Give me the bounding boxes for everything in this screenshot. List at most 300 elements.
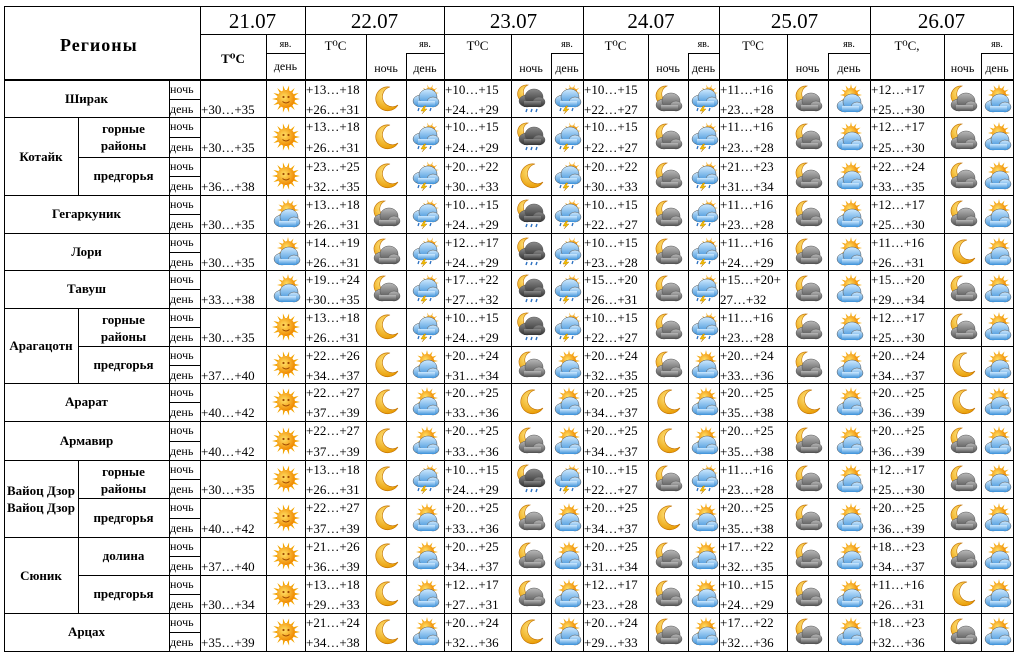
moon-cloud-icon (653, 541, 683, 571)
day-temp: +34…+37 (445, 559, 499, 574)
day-temp: +26…+31 (306, 254, 360, 270)
day-temp: +34…+38 (306, 635, 360, 650)
moon-icon (371, 122, 401, 152)
day-temp: +31…+34 (720, 179, 774, 194)
day-temp: +34…+37 (584, 520, 638, 536)
subregion-name: предгорья (93, 509, 154, 525)
moon-cloud-icon (793, 579, 823, 609)
temp-header: T⁰C, (894, 38, 920, 53)
day-temp: +26…+31 (584, 292, 638, 307)
night-label: ночь (170, 462, 194, 476)
night-temp: +11…+16 (720, 310, 774, 325)
moon-cloud-icon (371, 237, 401, 267)
day-label: день (170, 405, 194, 419)
moon-cloud-icon (793, 617, 823, 647)
temp-header: T⁰C (742, 38, 764, 53)
day-temp: +35…+38 (720, 520, 774, 536)
day-temp: +34…+37 (306, 367, 360, 383)
day-label: день (170, 101, 194, 116)
night-day-divider (169, 176, 200, 177)
header-line-phen (981, 53, 1013, 54)
night-day-divider (169, 441, 200, 442)
row-line (4, 421, 1014, 422)
subregion-name: горные (102, 121, 145, 136)
moon-icon (371, 84, 401, 114)
storm-icon (689, 122, 719, 152)
region-name: Сюник (20, 567, 62, 583)
storm-icon (552, 274, 582, 304)
row-line (4, 308, 1014, 309)
sun-cloud-icon (982, 503, 1012, 533)
sun-cloud-icon (410, 426, 440, 456)
sun-cloud-icon (834, 503, 864, 533)
header-line-date (200, 34, 1014, 35)
night-temp: +10…+15 (584, 235, 638, 250)
sun-cloud-icon (982, 426, 1012, 456)
moon-icon (516, 161, 546, 191)
subregion-name: районы (100, 138, 147, 153)
storm-icon (410, 312, 440, 342)
row-line (78, 575, 1014, 576)
moon-icon (371, 426, 401, 456)
night-temp: +20…+22 (445, 159, 499, 174)
night-temp: +10…+15 (445, 82, 499, 97)
storm-icon (552, 199, 582, 229)
column-line (787, 34, 788, 651)
storm-icon (552, 122, 582, 152)
day-label: день (170, 520, 194, 535)
moon-cloud-icon (653, 274, 683, 304)
day-temp: +35…+38 (720, 405, 774, 420)
sun-cloud-icon (982, 199, 1012, 229)
row-line (78, 498, 1014, 499)
night-label: ночь (170, 272, 194, 286)
day-temp: +33…+36 (445, 443, 499, 459)
storm-icon (552, 84, 582, 114)
day-temp: +33…+36 (445, 405, 499, 420)
night-temp: +11…+16 (720, 82, 774, 97)
night-temp: +20…+25 (584, 385, 638, 400)
day-label: день (170, 635, 194, 649)
day-temp: +30…+35 (201, 217, 255, 232)
row-line (4, 270, 1014, 271)
moon-cloud-icon (948, 122, 978, 152)
day-temp: +40…+42 (201, 443, 255, 459)
sun-cloud-icon (689, 617, 719, 647)
moon-cloud-icon (653, 84, 683, 114)
day-temp: +23…+28 (720, 330, 774, 345)
moon-cloud-icon (793, 84, 823, 114)
night-label: ночь (170, 310, 194, 324)
moon-icon (371, 617, 401, 647)
sun-cloud-icon (689, 426, 719, 456)
night-day-divider (169, 518, 200, 519)
day-temp: +32…+36 (445, 635, 499, 650)
storm-icon (410, 122, 440, 152)
day-temp: +26…+31 (306, 217, 360, 232)
night-temp: +11…+16 (720, 462, 774, 477)
day-temp: +24…+29 (445, 140, 499, 155)
column-line (366, 34, 367, 651)
sun-cloud-icon (552, 387, 582, 417)
day-header: день (691, 61, 716, 75)
regions-header: Регионы (60, 35, 138, 55)
night-temp: +20…+25 (445, 385, 499, 400)
header-line-phen (551, 53, 583, 54)
row-line (4, 383, 1014, 384)
day-temp: +23…+28 (720, 101, 774, 117)
header-line-phen (406, 53, 444, 54)
night-temp: +10…+15 (584, 462, 638, 477)
temp-header: T⁰C (221, 51, 245, 66)
moon-cloud-icon (371, 274, 401, 304)
moon-cloud-icon (516, 541, 546, 571)
day-temp: +26…+31 (306, 140, 360, 155)
phen-header: яв. (697, 39, 710, 50)
moon-cloud-icon (948, 541, 978, 571)
moon-icon (948, 387, 978, 417)
day-temp: +37…+39 (306, 405, 360, 420)
region-name: Вайоц Дзор (6, 482, 76, 498)
night-temp: +20…+25 (871, 423, 925, 438)
sun-cloud-icon (982, 617, 1012, 647)
night-temp: +14…+19 (306, 235, 360, 250)
phen-header: яв. (843, 39, 855, 50)
sun-cloud-icon (982, 350, 1012, 380)
night-temp: +11…+16 (871, 577, 925, 592)
night-temp: +11…+16 (720, 197, 774, 212)
sun-cloud-icon (982, 579, 1012, 609)
sun-icon (271, 350, 301, 380)
night-temp: +20…+25 (445, 539, 499, 554)
night-header: ночь (950, 61, 975, 75)
day-label: день (170, 597, 194, 611)
day-temp: +22…+27 (584, 101, 638, 117)
temp-header: T⁰C (604, 38, 627, 53)
day-temp: +29…+34 (871, 292, 925, 307)
storm-icon (689, 312, 719, 342)
sun-cloud-icon (271, 199, 301, 229)
day-temp: +30…+35 (201, 330, 255, 345)
column-line (944, 34, 945, 651)
moon-cloud-icon (793, 312, 823, 342)
day-temp: +36…+38 (201, 179, 255, 194)
night-label: ночь (170, 615, 194, 629)
night-label: ночь (170, 577, 194, 591)
storm-icon (689, 237, 719, 267)
storm-icon (689, 161, 719, 191)
night-label: ночь (170, 159, 194, 173)
night-label: ночь (170, 197, 194, 211)
sun-cloud-icon (410, 579, 440, 609)
night-day-divider (169, 556, 200, 557)
day-temp: +23…+28 (720, 482, 774, 497)
date-header-24.07: 24.07 (627, 9, 675, 33)
night-temp: +22…+27 (306, 500, 360, 515)
moon-cloud-icon (793, 237, 823, 267)
moon-cloud-icon (653, 350, 683, 380)
night-day-divider (169, 137, 200, 138)
sun-icon (271, 464, 301, 494)
sun-cloud-icon (834, 312, 864, 342)
row-line (78, 157, 1014, 158)
day-temp: +22…+27 (584, 217, 638, 232)
day-temp: +31…+34 (584, 559, 638, 574)
date-header-25.07: 25.07 (770, 9, 819, 33)
sun-icon (271, 503, 301, 533)
night-day-divider (169, 252, 200, 253)
day-temp: +24…+29 (445, 217, 499, 232)
sun-cloud-icon (552, 426, 582, 456)
moon-cloud-icon (516, 426, 546, 456)
storm-icon (552, 237, 582, 267)
night-temp: +11…+16 (871, 235, 925, 250)
subregion-name: горные (102, 312, 145, 327)
day-temp: +36…+39 (871, 443, 925, 459)
moon-icon (516, 617, 546, 647)
moon-cloud-icon (793, 161, 823, 191)
header-line-phen (688, 53, 719, 54)
moon-cloud-icon (371, 199, 401, 229)
region-name: Лори (71, 243, 102, 259)
day-temp: +40…+42 (201, 520, 255, 536)
day-temp: +26…+31 (306, 101, 360, 117)
sun-cloud-icon (982, 161, 1012, 191)
night-temp: +17…+22 (720, 615, 774, 630)
sun-cloud-icon (689, 387, 719, 417)
day-temp: +37…+39 (306, 520, 360, 536)
sun-cloud-icon (834, 541, 864, 571)
night-day-divider (169, 632, 200, 633)
sun-cloud-icon (834, 84, 864, 114)
sun-icon (271, 579, 301, 609)
sun-cloud-icon (982, 84, 1012, 114)
header-line-phen (828, 53, 870, 54)
sun-cloud-icon (834, 274, 864, 304)
day-temp: +30…+34 (201, 597, 255, 612)
night-day-divider (169, 289, 200, 290)
day-temp: 27…+32 (720, 292, 767, 307)
night-day-divider (169, 479, 200, 480)
night-temp: +19…+24 (306, 272, 360, 287)
night-label: ночь (170, 385, 194, 399)
sun-cloud-icon (982, 122, 1012, 152)
region-name: Арагацотн (9, 338, 73, 353)
night-temp: +12…+17 (871, 82, 925, 97)
night-temp: +10…+15 (720, 577, 774, 592)
sun-cloud-icon (410, 503, 440, 533)
sun-cloud-icon (982, 237, 1012, 267)
column-line-sub (406, 53, 407, 651)
day-temp: +35…+38 (720, 443, 774, 459)
day-temp: +30…+35 (306, 292, 360, 307)
night-header: ночь (519, 61, 543, 75)
table-border-top (4, 6, 1014, 7)
night-temp: +20…+25 (584, 423, 638, 438)
storm-icon (410, 199, 440, 229)
date-header-21.07: 21.07 (228, 9, 277, 33)
night-temp: +10…+15 (584, 310, 638, 325)
night-header: ночь (656, 61, 680, 75)
sun-cloud-icon (410, 350, 440, 380)
night-temp: +13…+18 (306, 119, 360, 134)
sun-cloud-icon (834, 464, 864, 494)
moon-cloud-icon (948, 426, 978, 456)
moon-cloud-icon (516, 579, 546, 609)
column-line (266, 34, 267, 651)
sun-cloud-icon (410, 541, 440, 571)
night-temp: +12…+17 (584, 577, 638, 592)
night-temp: +21…+26 (306, 539, 360, 554)
night-temp: +15…+20 (871, 272, 925, 287)
night-day-divider (169, 402, 200, 403)
phen-header: яв. (561, 39, 573, 50)
sun-cloud-icon (982, 312, 1012, 342)
night-temp: +23…+25 (306, 159, 360, 174)
moon-rain-icon (516, 312, 546, 342)
row-line (4, 117, 1014, 118)
day-temp: +22…+27 (584, 330, 638, 345)
moon-icon (516, 387, 546, 417)
moon-icon (371, 161, 401, 191)
day-temp: +27…+31 (445, 597, 499, 612)
day-temp: +25…+30 (871, 140, 925, 155)
day-temp: +36…+39 (871, 405, 925, 420)
day-temp: +25…+30 (871, 101, 925, 117)
day-temp: +36…+39 (871, 520, 925, 536)
moon-cloud-icon (948, 199, 978, 229)
moon-cloud-icon (948, 274, 978, 304)
row-line (4, 195, 1014, 196)
region-name: Котайк (19, 148, 63, 164)
phen-header: яв. (279, 39, 292, 50)
moon-cloud-icon (793, 426, 823, 456)
storm-icon (410, 274, 440, 304)
night-day-divider (169, 365, 200, 366)
day-header: день (837, 61, 861, 75)
region-name: Ширак (65, 90, 108, 106)
moon-icon (371, 464, 401, 494)
sun-cloud-icon (552, 579, 582, 609)
moon-icon (948, 237, 978, 267)
day-temp: +22…+27 (584, 140, 638, 155)
sun-cloud-icon (552, 503, 582, 533)
night-temp: +18…+23 (871, 539, 925, 554)
moon-cloud-icon (948, 84, 978, 114)
day-label: день (170, 292, 194, 306)
date-header-22.07: 22.07 (350, 9, 399, 33)
day-temp: +30…+35 (201, 140, 255, 155)
moon-rain-icon (516, 464, 546, 494)
sun-cloud-icon (410, 387, 440, 417)
table-border-bottom (4, 651, 1014, 652)
night-temp: +20…+25 (445, 500, 499, 515)
night-temp: +13…+18 (306, 197, 360, 212)
day-temp: +24…+29 (720, 254, 774, 270)
moon-cloud-icon (653, 579, 683, 609)
subregion-name: предгорья (93, 168, 154, 183)
day-temp: +35…+39 (201, 635, 255, 650)
moon-cloud-icon (948, 503, 978, 533)
sun-cloud-icon (834, 387, 864, 417)
night-header: ночь (795, 61, 820, 75)
moon-cloud-icon (948, 464, 978, 494)
storm-icon (689, 274, 719, 304)
night-label: ночь (170, 539, 194, 553)
sun-icon (271, 84, 301, 114)
sun-icon (271, 387, 301, 417)
day-label: день (170, 140, 194, 154)
day-temp: +37…+39 (306, 443, 360, 459)
sun-cloud-icon (982, 464, 1012, 494)
phen-header: яв. (991, 39, 1003, 50)
moon-cloud-icon (948, 312, 978, 342)
day-temp: +34…+37 (584, 443, 638, 459)
day-temp: +25…+30 (871, 330, 925, 345)
sun-icon (271, 161, 301, 191)
column-line (648, 34, 649, 651)
day-temp: +29…+33 (584, 635, 638, 650)
day-label: день (170, 559, 194, 573)
row-line (4, 460, 1014, 461)
moon-cloud-icon (793, 541, 823, 571)
region-name: Тавуш (67, 281, 106, 296)
night-label: ночь (170, 500, 194, 514)
moon-cloud-icon (653, 199, 683, 229)
row-line (4, 233, 1014, 234)
moon-cloud-icon (793, 274, 823, 304)
night-temp: +22…+27 (306, 385, 360, 400)
day-temp: +34…+37 (871, 559, 925, 574)
storm-icon (410, 161, 440, 191)
night-temp: +20…+25 (871, 500, 925, 515)
storm-icon (689, 199, 719, 229)
moon-cloud-icon (653, 464, 683, 494)
storm-icon (552, 312, 582, 342)
region-name: Вайоц Дзор (6, 499, 76, 515)
storm-icon (410, 237, 440, 267)
night-temp: +11…+16 (720, 119, 774, 134)
moon-rain-icon (516, 274, 546, 304)
day-label: день (170, 217, 194, 231)
date-header-26.07: 26.07 (917, 9, 966, 33)
day-temp: +24…+29 (720, 597, 774, 612)
moon-icon (653, 503, 683, 533)
row-line (4, 613, 1014, 614)
day-temp: +26…+31 (306, 482, 360, 497)
night-temp: +13…+18 (306, 577, 360, 592)
night-temp: +13…+18 (306, 462, 360, 477)
moon-icon (793, 387, 823, 417)
night-temp: +17…+22 (720, 539, 774, 554)
day-temp: +30…+35 (201, 482, 255, 497)
day-temp: +32…+35 (306, 179, 360, 194)
day-header: день (555, 61, 579, 75)
day-temp: +40…+42 (201, 405, 255, 420)
day-temp: +27…+32 (445, 292, 499, 307)
night-header: ночь (374, 61, 398, 75)
sun-icon (271, 426, 301, 456)
sun-cloud-icon (834, 579, 864, 609)
moon-cloud-icon (653, 122, 683, 152)
night-label: ночь (170, 82, 194, 96)
subregion-name: долина (102, 548, 145, 563)
moon-cloud-icon (653, 617, 683, 647)
day-temp: +34…+37 (584, 405, 638, 420)
night-temp: +20…+25 (584, 500, 638, 515)
temp-header: T⁰C (324, 38, 347, 53)
night-temp: +12…+17 (445, 577, 499, 592)
